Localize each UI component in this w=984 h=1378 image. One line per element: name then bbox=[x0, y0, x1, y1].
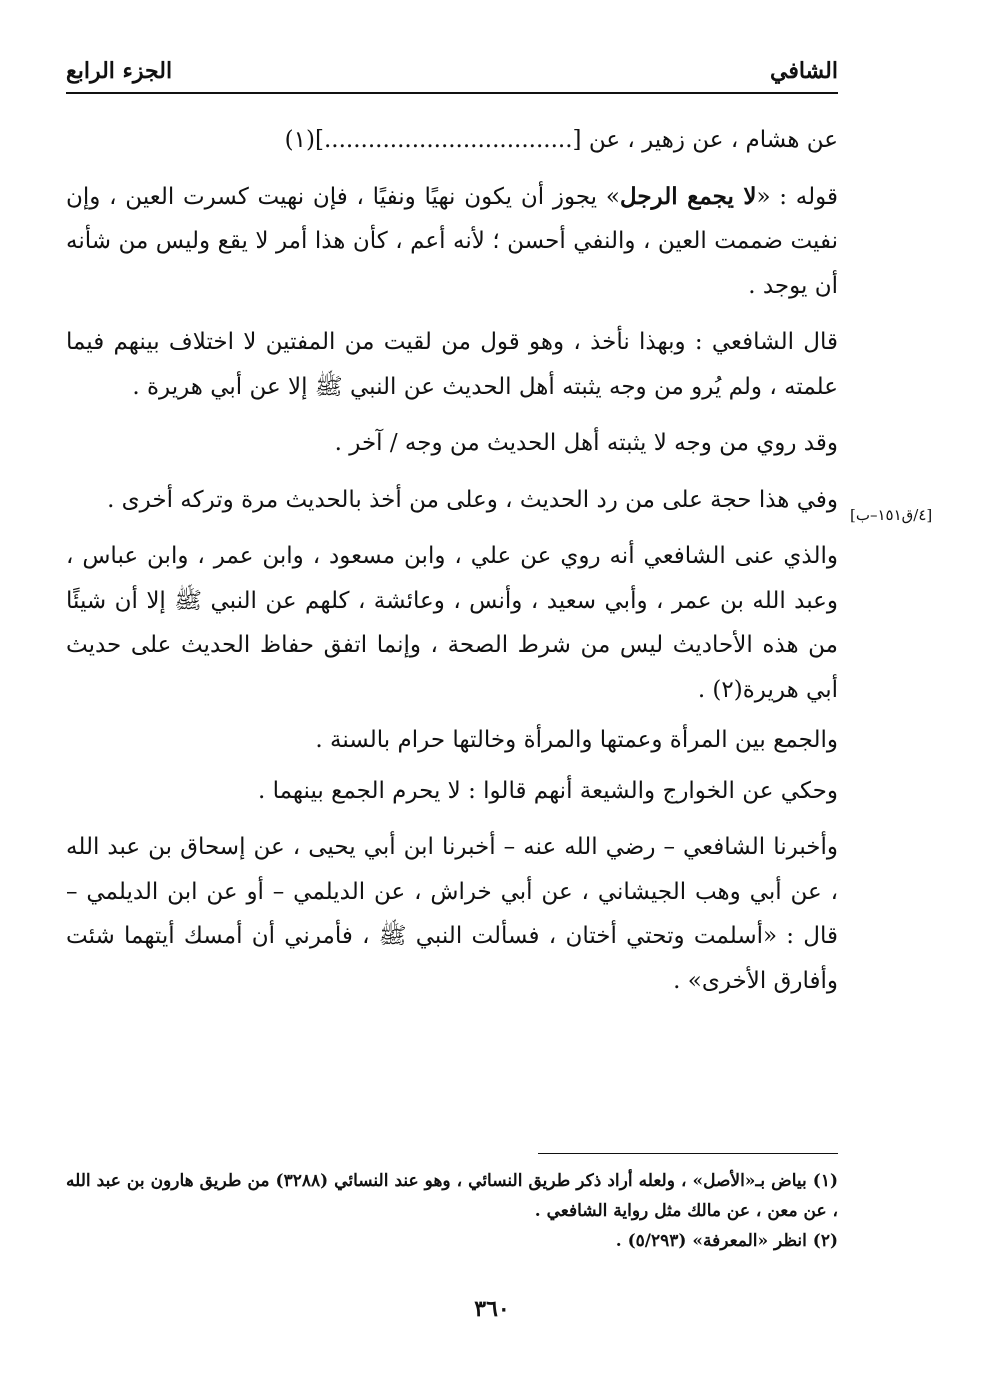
footnotes bbox=[66, 1166, 838, 1256]
paragraph-7: والجمع بين المرأة وعمتها والمرأة وخالتها حرام بالسنة . bbox=[315, 727, 838, 753]
page-number: ٣٦٠ bbox=[474, 1296, 510, 1322]
paragraph-8: وحكي عن الخوارج والشيعة أنهم قالوا : لا يحرم الجمع بينهما . bbox=[257, 777, 838, 804]
footnote-divider bbox=[538, 1153, 838, 1154]
book-title: الشافي bbox=[770, 58, 838, 84]
paragraph-1: عن هشام ، عن زهير ، عن [..................................](١) bbox=[284, 127, 838, 153]
paragraph-2: قوله : «لا يجمع الرجل» يجوز أن يكون نهيًا ونفيًا ، فإن نهيت كسرت العين ، وإن نفيت ضممت العين ، والنفي أحسن ؛ لأنه أعم ، كأن هذا أمر لا يقع وليس من شأنه أن يوجد . bbox=[66, 182, 838, 299]
paragraph-6: والذي عنى الشافعي أنه روي عن علي ، وابن مسعود ، وابن عمر ، وابن عباس ، وعبد الله بن عمر ، وأبي سعيد ، وأنس ، وعائشة ، كلهم عن النبي ﷺ إلا أن شيئًا من هذه الأحاديث ليس من شرط الصحة ، وإنما اتفق حفاظ الحديث على حديث أبي هريرة(٢) . bbox=[66, 543, 838, 703]
paragraph-5: وفي هذا حجة على من رد الحديث ، وعلى من أخذ بالحديث مرة وتركه أخرى . bbox=[107, 486, 838, 513]
footnote-2: (٢) انظر «المعرفة» (٥/٢٩٣) . bbox=[615, 1231, 838, 1251]
running-header bbox=[66, 52, 838, 94]
paragraph-4: وقد روي من وجه لا يثبته أهل الحديث من وجه / آخر . bbox=[334, 430, 838, 456]
part-label: الجزء الرابع bbox=[66, 58, 173, 84]
quoted-phrase: لا يجمع الرجل bbox=[619, 182, 757, 210]
footnote-1: (١) بياض بـ«الأصل» ، ولعله أراد ذكر طريق النسائي ، وهو عند النسائي (٣٢٨٨) من طريق هارون بن عبد الله ، عن معن ، عن مالك مثل رواية الشافعي . bbox=[66, 1171, 838, 1221]
main-text bbox=[66, 118, 838, 1009]
manuscript-folio-marker: [٤/ق١٥١–ب] bbox=[850, 506, 933, 524]
paragraph-3: قال الشافعي : وبهذا نأخذ ، وهو قول من لقيت من المفتين لا اختلاف بينهم فيما علمته ، ولم يُرو من وجه يثبته أهل الحديث عن النبي ﷺ إلا عن أبي هريرة . bbox=[66, 329, 838, 400]
paragraph-9: وأخبرنا الشافعي – رضي الله عنه – أخبرنا ابن أبي يحيى ، عن إسحاق بن عبد الله ، عن أبي وهب الجيشاني ، عن أبي خراش ، عن الديلمي – أو عن ابن الديلمي – قال : «أسلمت وتحتي أختان ، فسألت النبي ﷺ ، فأمرني أن أمسك أيتهما شئت وأفارق الأخرى» . bbox=[66, 834, 838, 994]
